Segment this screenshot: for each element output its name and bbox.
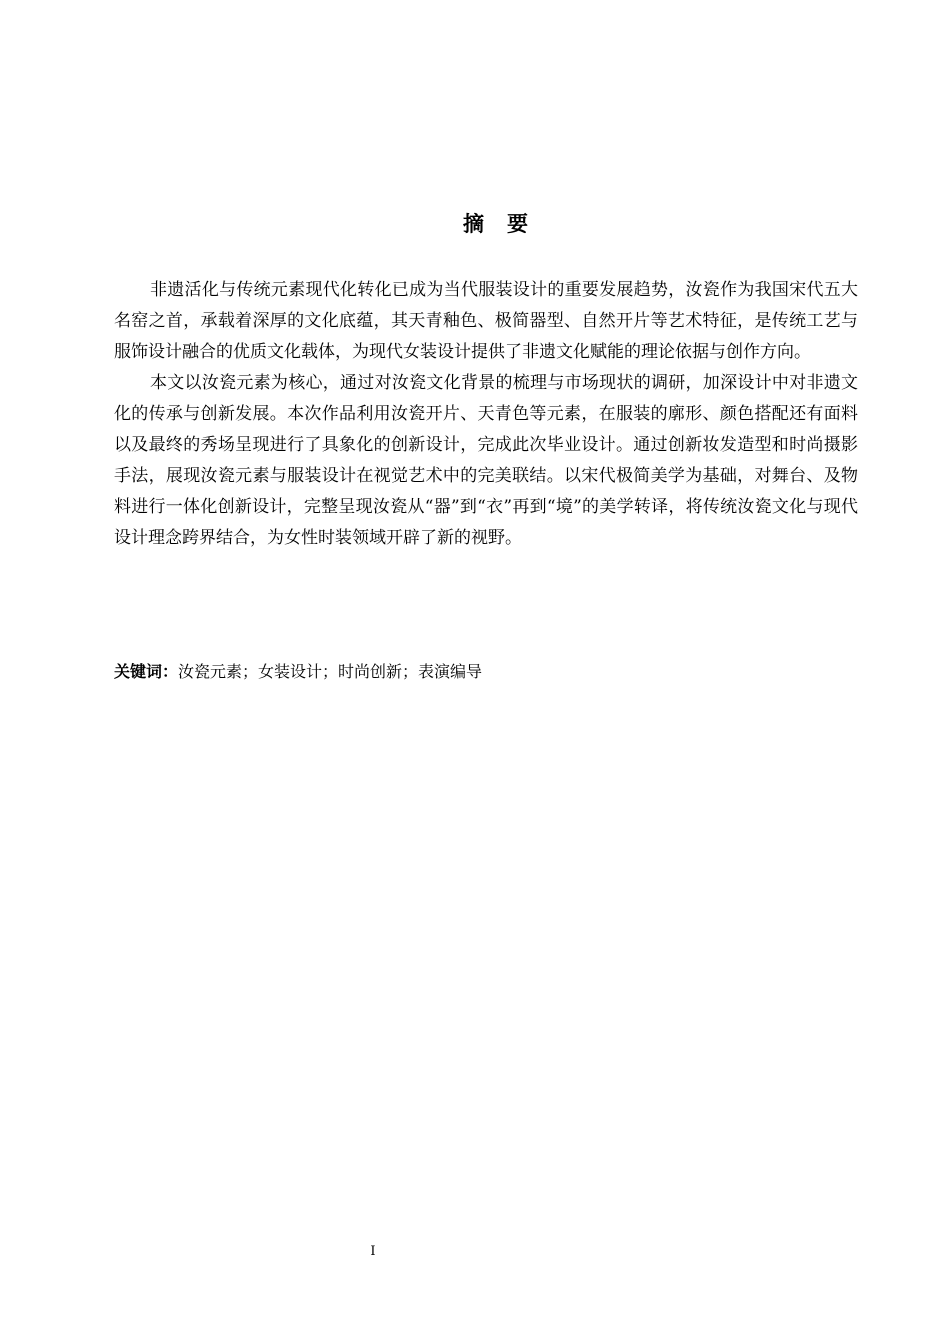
keywords-line xyxy=(114,656,858,687)
keywords-label: 关键词： xyxy=(114,662,179,681)
abstract-body xyxy=(114,275,858,554)
abstract-paragraph-2: 本文以汝瓷元素为核心，通过对汝瓷文化背景的梳理与市场现状的调研，加深设计中对非遗文化的传承与创新发展。本次作品利用汝瓷开片、天青色等元素，在服装的廓形、颜色搭配还有面料以及最终的秀场呈现进行了具象化的创新设计，完成此次毕业设计。通过创新妆发造型和时尚摄影手法，展现汝瓷元素与服装设计在视觉艺术中的完美联结。以宋代极简美学为基础，对舞台、及物料进行一体化创新设计，完整呈现汝瓷从“器”到“衣”再到“境”的美学转译，将传统汝瓷文化与现代设计理念跨界结合，为女性时装领域开辟了新的视野。 xyxy=(114,373,858,548)
abstract-title: 摘要 xyxy=(463,212,551,236)
abstract-paragraph-1: 非遗活化与传统元素现代化转化已成为当代服装设计的重要发展趋势，汝瓷作为我国宋代五大名窑之首，承载着深厚的文化底蕴，其天青釉色、极简器型、自然开片等艺术特征，是传统工艺与服饰设计融合的优质文化载体，为现代女装设计提供了非遗文化赋能的理论依据与创作方向。 xyxy=(114,280,858,362)
keywords-list: 汝瓷元素；女装设计；时尚创新；表演编导 xyxy=(178,662,483,681)
page-number: I xyxy=(370,1244,376,1259)
